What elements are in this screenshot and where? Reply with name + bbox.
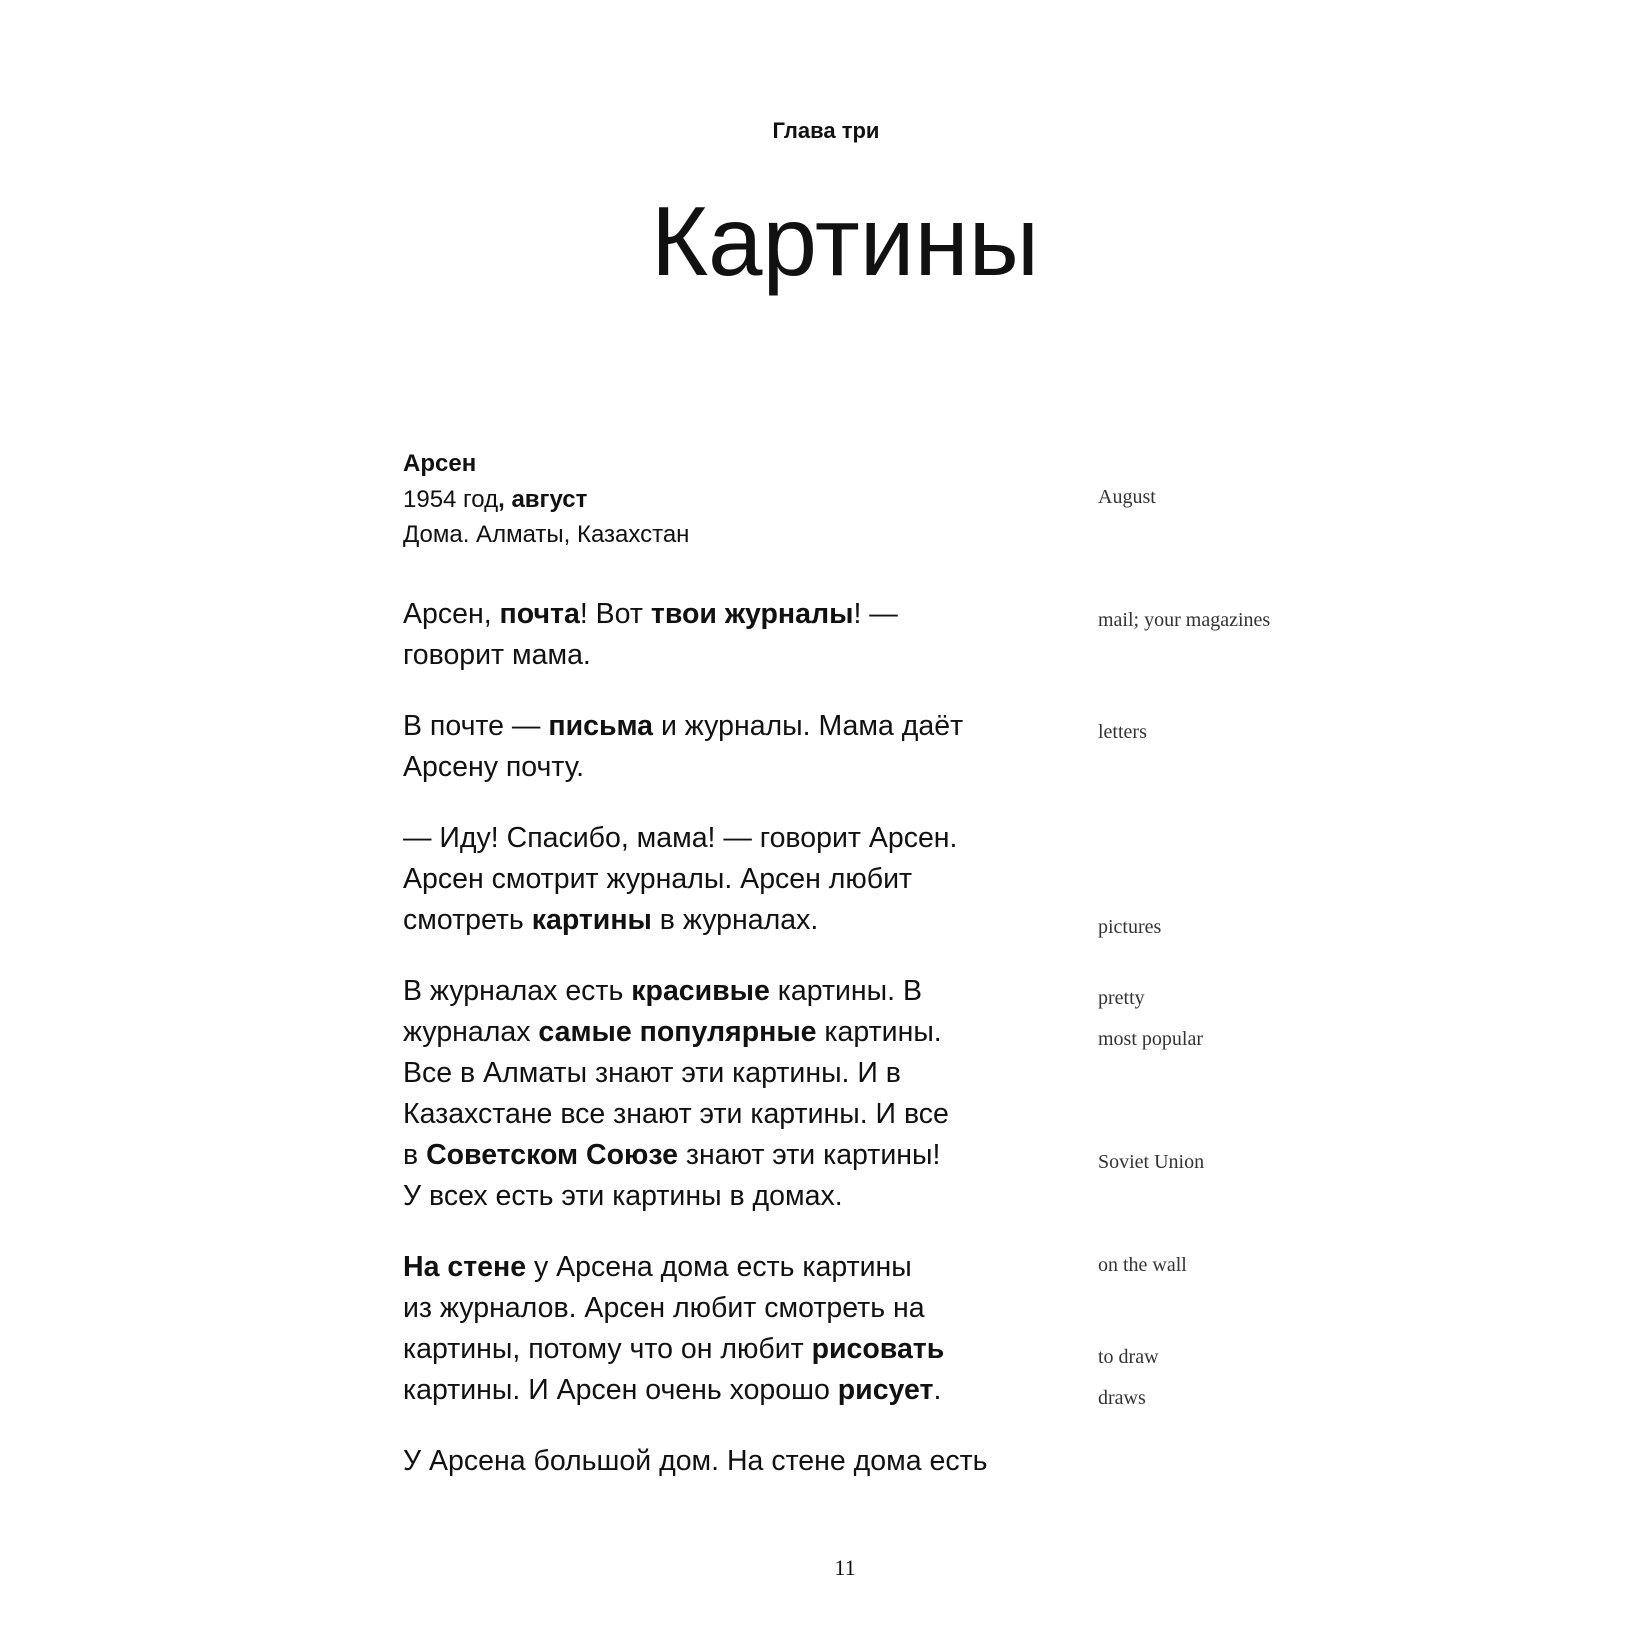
vocab-word: рисует [837, 1374, 934, 1406]
text-run: картины. И Арсен очень хорошо [403, 1374, 838, 1406]
chapter-title: Картины [650, 186, 1040, 296]
text-run: картины. В [769, 975, 923, 1007]
text-run: знают эти картины! [678, 1139, 941, 1171]
text-run: ! Вот [579, 598, 651, 630]
page-number: 11 [834, 1555, 856, 1580]
vocab-word: твои журналы [650, 598, 854, 630]
paragraph-5-line-4 [403, 1374, 941, 1407]
date-month: август [511, 486, 588, 513]
vocab-word: рисовать [811, 1333, 945, 1365]
paragraph-1-line-2: говорит мама. [403, 639, 591, 671]
text-run: . [933, 1374, 942, 1406]
paragraph-4-line-5 [403, 1139, 940, 1172]
text-run: в журналах. [651, 904, 819, 936]
paragraph-4-line-3: Все в Алматы знают эти картины. И в [403, 1057, 901, 1089]
paragraph-4-line-6: У всех есть эти картины в домах. [403, 1180, 843, 1212]
paragraph-5-line-2: из журналов. Арсен любит смотреть на [403, 1292, 925, 1324]
date-line [403, 486, 587, 514]
paragraph-1-line-1 [403, 598, 898, 631]
paragraph-3-line-3 [403, 904, 818, 937]
date-comma: , [498, 486, 505, 513]
paragraph-2-line-2: Арсену почту. [403, 751, 585, 783]
gloss-mail: mail; your magazines [1098, 609, 1271, 631]
text-run: журналах [403, 1016, 539, 1048]
place-line: Дома. Алматы, Казахстан [403, 521, 690, 548]
vocab-word: почта [499, 598, 580, 630]
gloss-august: August [1098, 486, 1156, 508]
paragraph-4-line-1 [403, 975, 922, 1008]
text-run: В журналах есть [403, 975, 632, 1007]
vocab-word: Советском Союзе [426, 1139, 678, 1171]
gloss-on-the-wall: on the wall [1098, 1254, 1187, 1276]
text-run: ! — [853, 598, 898, 630]
gloss-pictures: pictures [1098, 916, 1162, 938]
gloss-pretty: pretty [1098, 987, 1145, 1009]
paragraph-6-line-1: У Арсена большой дом. На стене дома есть [403, 1445, 988, 1477]
chapter-label: Глава три [772, 118, 880, 143]
text-run: В почте — [403, 710, 549, 742]
text-run: смотреть [403, 904, 532, 936]
date-year: 1954 год [403, 486, 499, 513]
text-run: в [403, 1139, 427, 1171]
character-name: Арсен [403, 450, 477, 477]
text-run: и журналы. Мама даёт [653, 710, 964, 742]
vocab-word: красивые [631, 975, 770, 1007]
vocab-word: На стене [403, 1251, 527, 1283]
vocab-word: картины [531, 904, 652, 936]
gloss-soviet-union: Soviet Union [1098, 1151, 1205, 1173]
vocab-word: самые популярные [538, 1016, 817, 1048]
gloss-draws: draws [1098, 1387, 1146, 1409]
gloss-most-popular: most popular [1098, 1028, 1203, 1050]
paragraph-2-line-1 [403, 710, 963, 743]
paragraph-4-line-4: Казахстане все знают эти картины. И все [403, 1098, 949, 1130]
text-run: картины, потому что он любит [403, 1333, 812, 1365]
text-run: Арсен, [403, 598, 500, 630]
paragraph-5-line-1 [403, 1251, 912, 1284]
paragraph-3-line-2: Арсен смотрит журналы. Арсен любит [403, 863, 913, 895]
vocab-word: письма [548, 710, 654, 742]
gloss-to-draw: to draw [1098, 1346, 1159, 1368]
text-run: картины. [816, 1016, 942, 1048]
paragraph-5-line-3 [403, 1333, 944, 1366]
paragraph-3-line-1: — Иду! Спасибо, мама! — говорит Арсен. [403, 822, 958, 854]
paragraph-4-line-2 [403, 1016, 942, 1049]
gloss-letters: letters [1098, 721, 1147, 743]
text-run: у Арсена дома есть картины [526, 1251, 912, 1283]
